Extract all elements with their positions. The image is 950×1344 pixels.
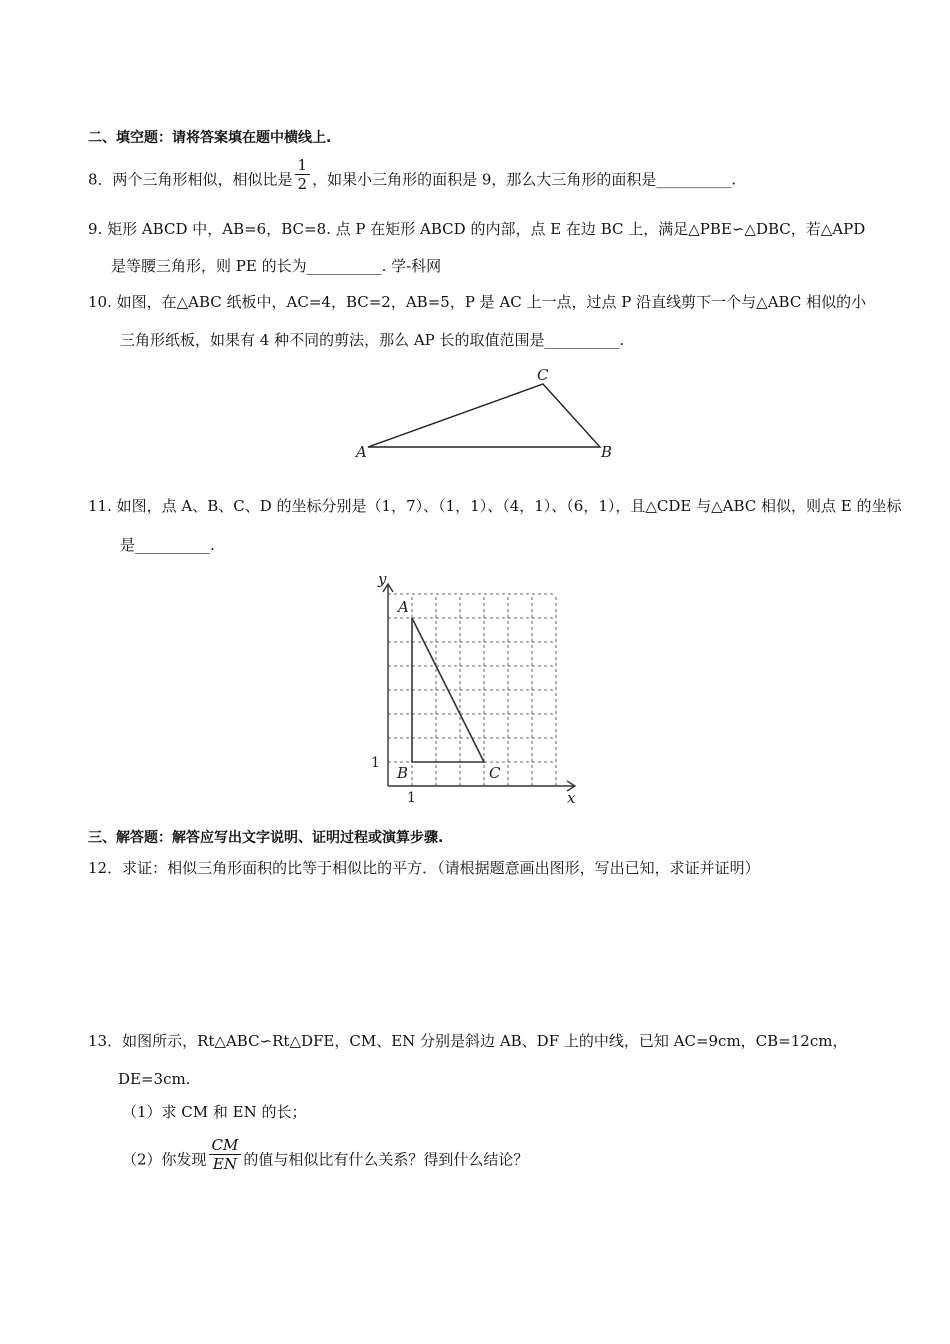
question-11-line-1: 11. 如图，点 A、B、C、D 的坐标分别是（1，7）、（1，1）、（4，1）、（6，1），且△CDE 与△ABC 相似，则点 E 的坐标	[88, 497, 902, 515]
question-10-line-1: 10. 如图，在△ABC 纸板中，AC=4，BC=2，AB=5，P 是 AC 上一点，过点 P 沿直线剪下一个与△ABC 相似的小	[88, 293, 867, 311]
q10-label-c: C	[537, 366, 549, 384]
q10-label-a: A	[356, 443, 367, 461]
question-13-line-1: 13．如图所示，Rt△ABC∽Rt△DFE，CM、EN 分别是斜边 AB、DF 上的中线，已知 AC=9cm，CB=12cm，	[88, 1032, 848, 1050]
q13-fraction-denominator: EN	[212, 1155, 237, 1173]
q11-point-b-label: B	[397, 764, 409, 782]
q11-point-a-label: A	[398, 598, 409, 616]
question-10-line-2: 三角形纸板，如果有 4 种不同的剪法，那么 AP 长的取值范围是__________.	[120, 331, 625, 349]
q11-point-c-label: C	[489, 764, 501, 782]
q13-fraction	[209, 1136, 242, 1173]
q8-fraction-numerator: 1	[295, 156, 311, 175]
q8-text-after: ，如果小三角形的面积是 9，那么大三角形的面积是__________.	[312, 170, 737, 189]
q13-fraction-numerator: CM	[209, 1136, 242, 1155]
question-9-line-2: 是等腰三角形，则 PE 的长为__________. 学-科网	[111, 257, 442, 275]
q8-fraction-denominator: 2	[297, 175, 308, 193]
q8-text-before: 8．两个三角形相似，相似比是	[88, 170, 293, 189]
question-12: 12．求证：相似三角形面积的比等于相似比的平方．（请根据题意画出图形，写出已知，求证并证明）	[88, 859, 760, 877]
q11-axis-y-label: y	[378, 570, 387, 588]
q11-tick-y: 1	[371, 755, 380, 771]
question-11-line-2: 是__________.	[120, 536, 215, 554]
q10-label-b: B	[601, 443, 613, 461]
question-13-part-2	[122, 1136, 529, 1173]
q13-part-2-before: （2）你发现	[122, 1150, 207, 1169]
question-9-line-1: 9. 矩形 ABCD 中，AB=6，BC=8. 点 P 在矩形 ABCD 的内部，点 E 在边 BC 上，满足△PBE∽△DBC，若△APD	[88, 220, 866, 238]
q11-grid-lines	[388, 594, 556, 786]
question-13-part-1: （1）求 CM 和 EN 的长；	[122, 1103, 307, 1121]
q13-part-2-after: 的值与相似比有什么关系？得到什么结论？	[243, 1150, 529, 1169]
section-3-title: 三、解答题：解答应写出文字说明、证明过程或演算步骤.	[88, 830, 444, 846]
q11-axis-x-label: x	[567, 789, 576, 807]
q11-tick-x: 1	[407, 790, 416, 806]
question-13-line-2: DE=3cm.	[118, 1070, 191, 1088]
section-2-title: 二、填空题：请将答案填在题中横线上.	[88, 130, 332, 146]
